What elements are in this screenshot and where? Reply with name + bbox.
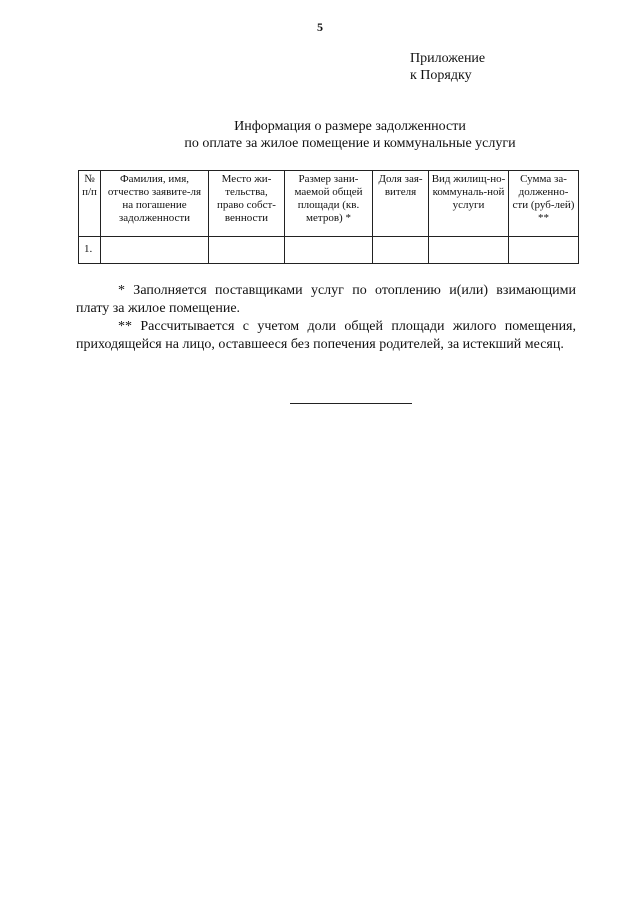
end-divider — [290, 403, 412, 404]
table-row — [79, 237, 579, 264]
table-cell — [429, 237, 509, 264]
table-cell — [373, 237, 429, 264]
header-full-name: Фамилия, имя, отчество заявите-ля на погашение задолженности — [101, 171, 209, 237]
title-line-2: по оплате за жилое помещение и коммунальные услуги — [184, 136, 516, 151]
appendix-note — [410, 50, 485, 84]
appendix-line-1: Приложение — [410, 51, 486, 66]
document-title — [60, 118, 640, 152]
header-debt-amount: Сумма за-долженно-сти (руб-лей) ** — [509, 171, 579, 237]
page-number: 5 — [317, 20, 323, 34]
footnotes — [76, 282, 576, 354]
title-line-1: Информация о размере задолженности — [234, 119, 466, 134]
header-residence: Место жи-тельства, право собст-венности — [209, 171, 285, 237]
footnote-1: * Заполняется поставщиками услуг по отоплению и(или) взимающими плату за жилое помещение. — [76, 283, 576, 316]
debt-info-table — [78, 170, 579, 264]
table-header-row — [79, 171, 579, 237]
table-cell — [285, 237, 373, 264]
table-cell — [509, 237, 579, 264]
table-cell — [101, 237, 209, 264]
footnote-2: ** Рассчитывается с учетом доли общей площади жилого помещения, приходящейся на лицо, оставшееся без попечения родителей, за истекший месяц. — [76, 319, 576, 352]
header-number: № п/п — [79, 171, 101, 237]
header-share: Доля зая-вителя — [373, 171, 429, 237]
table-cell: 1. — [79, 237, 101, 264]
header-service-type: Вид жилищ-но-коммуналь-ной услуги — [429, 171, 509, 237]
table-cell — [209, 237, 285, 264]
appendix-line-2: к Порядку — [410, 68, 472, 83]
header-area: Размер зани-маемой общей площади (кв. метров) * — [285, 171, 373, 237]
